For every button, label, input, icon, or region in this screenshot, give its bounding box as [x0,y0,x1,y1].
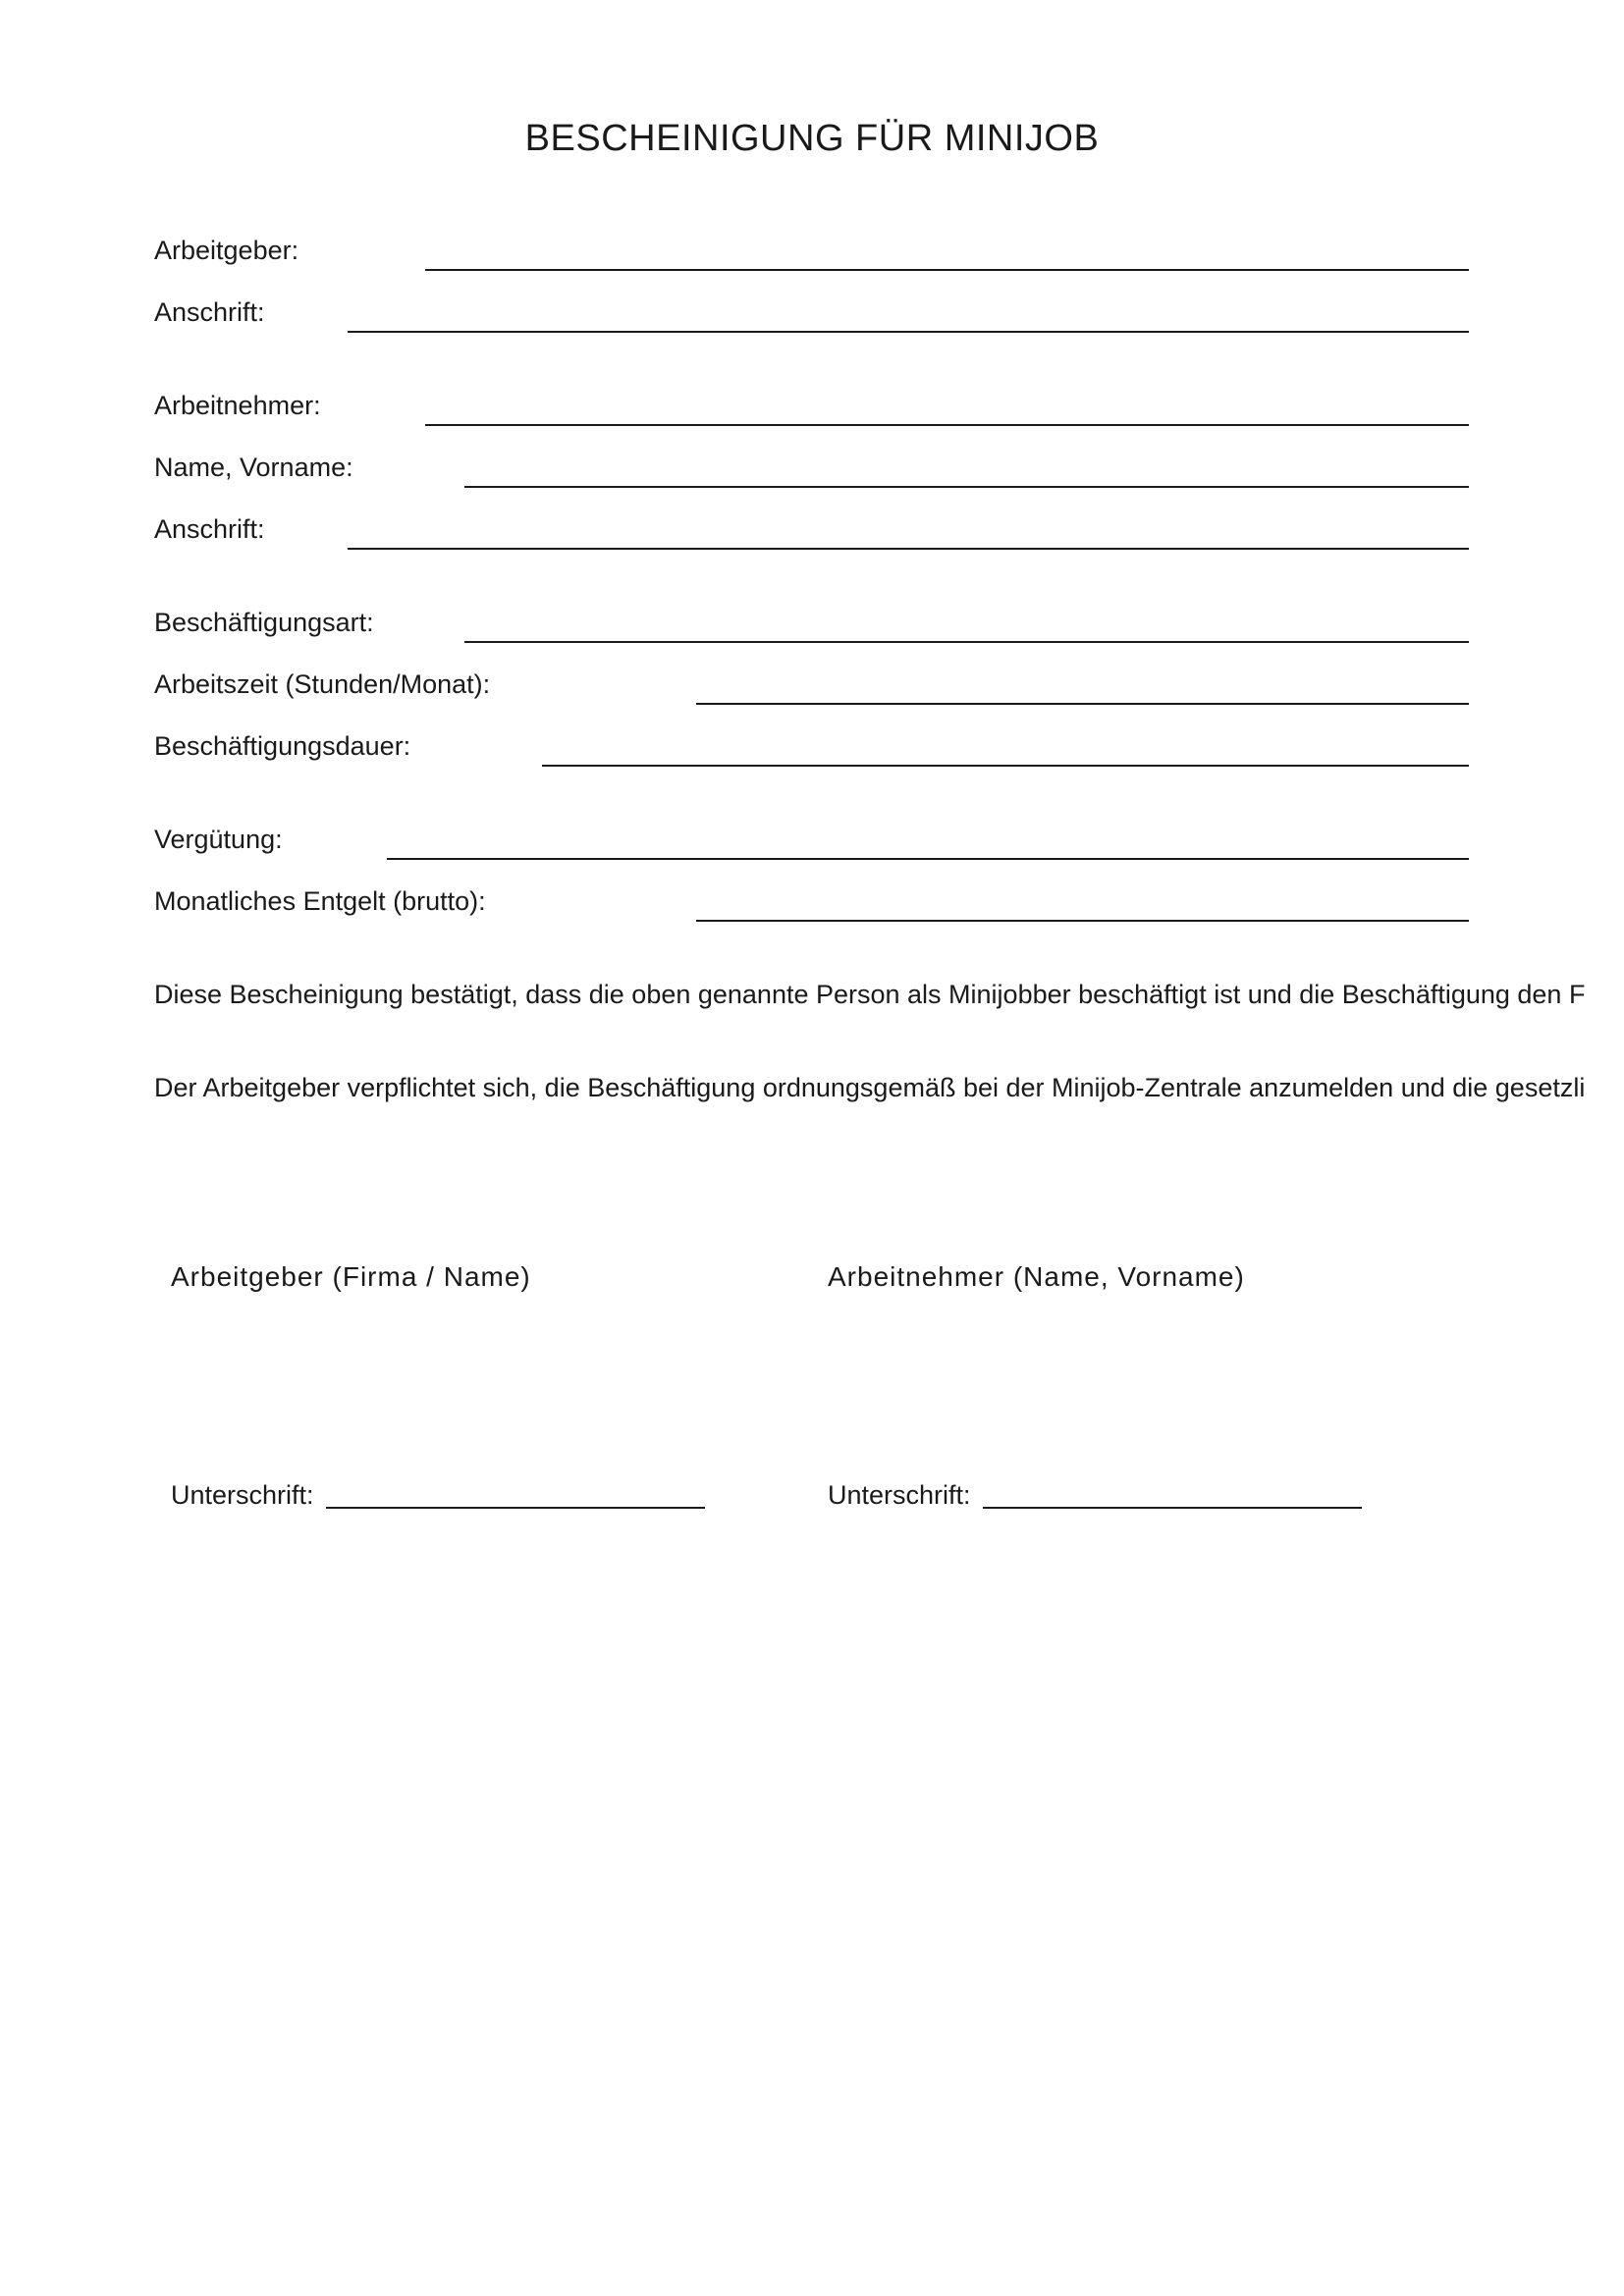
compensation-label: Vergütung: [154,825,283,854]
obligation-paragraph: Der Arbeitgeber verpflichtet sich, die Beschäftigung ordnungsgemäß bei der Minijob-Zentrale anzumelden und die gesetzli [154,1073,1586,1102]
employment-type-input-line[interactable] [464,641,1469,643]
confirmation-paragraph: Diese Bescheinigung bestätigt, dass die oben genannte Person als Minijobber beschäftigt ist und die Beschäftigung den F [154,980,1586,1009]
employee-name-input-line[interactable] [464,486,1469,488]
employee-signature-line[interactable] [983,1507,1362,1509]
employer-signature-line[interactable] [326,1507,705,1509]
working-hours-input-line[interactable] [696,703,1469,705]
monthly-salary-input-line[interactable] [696,920,1469,922]
employment-type-label: Beschäftigungsart: [154,608,374,637]
compensation-input-line[interactable] [387,858,1469,860]
employee-signature-label: Unterschrift: [828,1480,971,1510]
employee-input-line[interactable] [425,424,1469,426]
employee-name-label: Name, Vorname: [154,453,353,482]
employer-signature-heading: Arbeitgeber (Firma / Name) [171,1261,531,1292]
employment-duration-input-line[interactable] [542,765,1469,767]
employer-address-input-line[interactable] [348,331,1469,333]
working-hours-label: Arbeitszeit (Stunden/Monat): [154,669,491,699]
employer-input-line[interactable] [425,269,1469,271]
employer-label: Arbeitgeber: [154,236,299,265]
employer-address-label: Anschrift: [154,297,265,327]
employer-signature-label: Unterschrift: [171,1480,314,1510]
employment-duration-label: Beschäftigungsdauer: [154,731,411,761]
monthly-salary-label: Monatliches Entgelt (brutto): [154,886,486,916]
document-title: BESCHEINIGUNG FÜR MINIJOB [524,118,1100,159]
employee-label: Arbeitnehmer: [154,391,321,420]
employee-signature-heading: Arbeitnehmer (Name, Vorname) [828,1261,1245,1292]
employee-address-label: Anschrift: [154,514,265,544]
employee-address-input-line[interactable] [348,548,1469,550]
